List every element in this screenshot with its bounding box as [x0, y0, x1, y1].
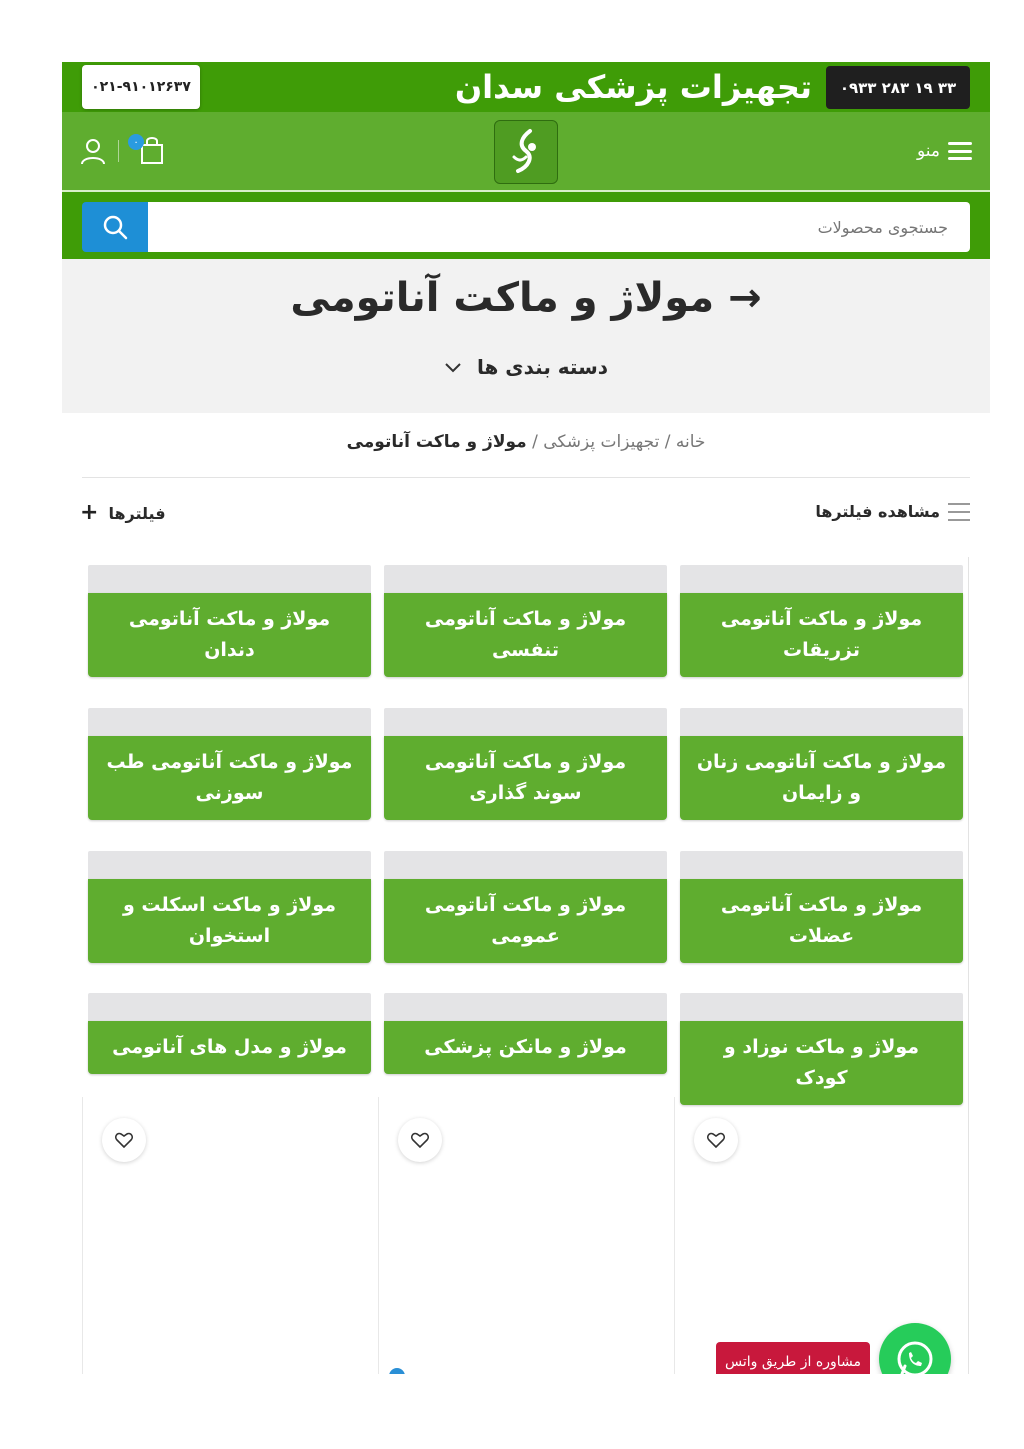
category-label: مولاژ و ماکت آناتومی زنان و زایمان	[680, 736, 963, 820]
categories-toggle-label: دسته بندی ها	[476, 355, 609, 379]
whatsapp-button[interactable]	[879, 1323, 951, 1374]
header	[62, 112, 990, 190]
category-image	[384, 565, 667, 593]
filters-button[interactable]	[80, 502, 166, 524]
category-label: مولاژ و ماکت اسکلت و استخوان	[88, 879, 371, 963]
category-image	[384, 708, 667, 736]
wishlist-button[interactable]	[694, 1118, 738, 1162]
category-image	[384, 851, 667, 879]
search-bar	[62, 190, 990, 259]
product-divider	[674, 1097, 675, 1374]
user-icon[interactable]	[78, 136, 108, 166]
heart-icon	[115, 1132, 133, 1148]
list-icon	[948, 503, 970, 521]
category-card[interactable]	[88, 851, 371, 963]
top-bar	[62, 62, 990, 112]
category-label: مولاژ و مدل های آناتومی	[88, 1021, 371, 1074]
category-image	[384, 993, 667, 1021]
category-label: مولاژ و ماکت آناتومی طب سوزنی	[88, 736, 371, 820]
whatsapp-icon	[894, 1338, 936, 1374]
category-image	[680, 993, 963, 1021]
product-divider	[82, 1097, 83, 1374]
page-title-text: مولاژ و ماکت آناتومی	[290, 275, 715, 321]
categories-toggle[interactable]	[62, 355, 990, 379]
category-label: مولاژ و ماکت آناتومی تزریقات	[680, 593, 963, 677]
category-image	[88, 993, 371, 1021]
category-card[interactable]	[680, 565, 963, 677]
category-label: مولاژ و ماکت نوزاد و کودک	[680, 1021, 963, 1105]
category-label: مولاژ و ماکت آناتومی دندان	[88, 593, 371, 677]
hamburger-icon	[948, 142, 972, 160]
scroll-indicator	[389, 1368, 405, 1374]
heart-icon	[411, 1132, 429, 1148]
page-title	[62, 275, 990, 321]
breadcrumb-separator: /	[664, 432, 671, 452]
category-card[interactable]	[384, 993, 667, 1074]
category-image	[680, 708, 963, 736]
header-separator	[118, 140, 119, 162]
category-card[interactable]	[88, 565, 371, 677]
category-image	[88, 708, 371, 736]
category-image	[88, 851, 371, 879]
chevron-down-icon	[444, 362, 462, 374]
page	[62, 62, 990, 1374]
category-label: مولاژ و ماکت آناتومی عضلات	[680, 879, 963, 963]
phone-button-right[interactable]: ۰۹۳۳ ۲۸۳ ۱۹ ۳۳	[826, 66, 970, 109]
search-button[interactable]	[82, 202, 148, 252]
menu-button[interactable]	[917, 134, 972, 168]
category-label: مولاژ و ماکت آناتومی تنفسی	[384, 593, 667, 677]
heart-icon	[707, 1132, 725, 1148]
show-filters-button[interactable]	[815, 502, 970, 521]
menu-label: منو	[916, 141, 940, 161]
category-card[interactable]	[88, 993, 371, 1074]
whatsapp-label[interactable]: مشاوره از طریق واتس	[716, 1342, 870, 1374]
wishlist-button[interactable]	[102, 1118, 146, 1162]
category-label: مولاژ و مانکن پزشکی	[384, 1021, 667, 1074]
back-arrow-icon[interactable]: →	[728, 275, 762, 321]
grid-border	[968, 557, 969, 1374]
category-image	[88, 565, 371, 593]
category-card[interactable]	[680, 708, 963, 820]
cart-count-badge: ۰	[128, 134, 144, 150]
breadcrumb-current: مولاژ و ماکت آناتومی	[346, 432, 527, 452]
wishlist-button[interactable]	[398, 1118, 442, 1162]
category-card[interactable]	[680, 993, 963, 1105]
category-image	[680, 565, 963, 593]
plus-icon: +	[80, 500, 99, 525]
search-icon	[101, 213, 129, 241]
show-filters-label: مشاهده فیلترها	[815, 502, 940, 521]
search-input[interactable]	[148, 202, 970, 252]
category-label: مولاژ و ماکت آناتومی سوند گذاری	[384, 736, 667, 820]
divider	[82, 477, 970, 478]
brand-title: تجهیزات پزشکی سدان	[454, 68, 812, 106]
phone-button-left[interactable]: ۰۲۱-۹۱۰۱۲۶۳۷	[82, 65, 200, 109]
category-card[interactable]	[384, 565, 667, 677]
site-logo[interactable]	[494, 120, 558, 184]
breadcrumb-parent[interactable]: تجهیزات پزشکی	[543, 432, 660, 452]
filters-label: فیلترها	[108, 503, 166, 523]
category-card[interactable]	[384, 851, 667, 963]
page-title-area	[62, 259, 990, 413]
category-image	[680, 851, 963, 879]
category-card[interactable]	[88, 708, 371, 820]
breadcrumb-home[interactable]: خانه	[675, 432, 706, 452]
category-card[interactable]	[680, 851, 963, 963]
breadcrumb-separator: /	[532, 432, 538, 452]
breadcrumb	[62, 432, 990, 452]
category-card[interactable]	[384, 708, 667, 820]
product-divider	[378, 1097, 379, 1374]
category-label: مولاژ و ماکت آناتومی عمومی	[384, 879, 667, 963]
